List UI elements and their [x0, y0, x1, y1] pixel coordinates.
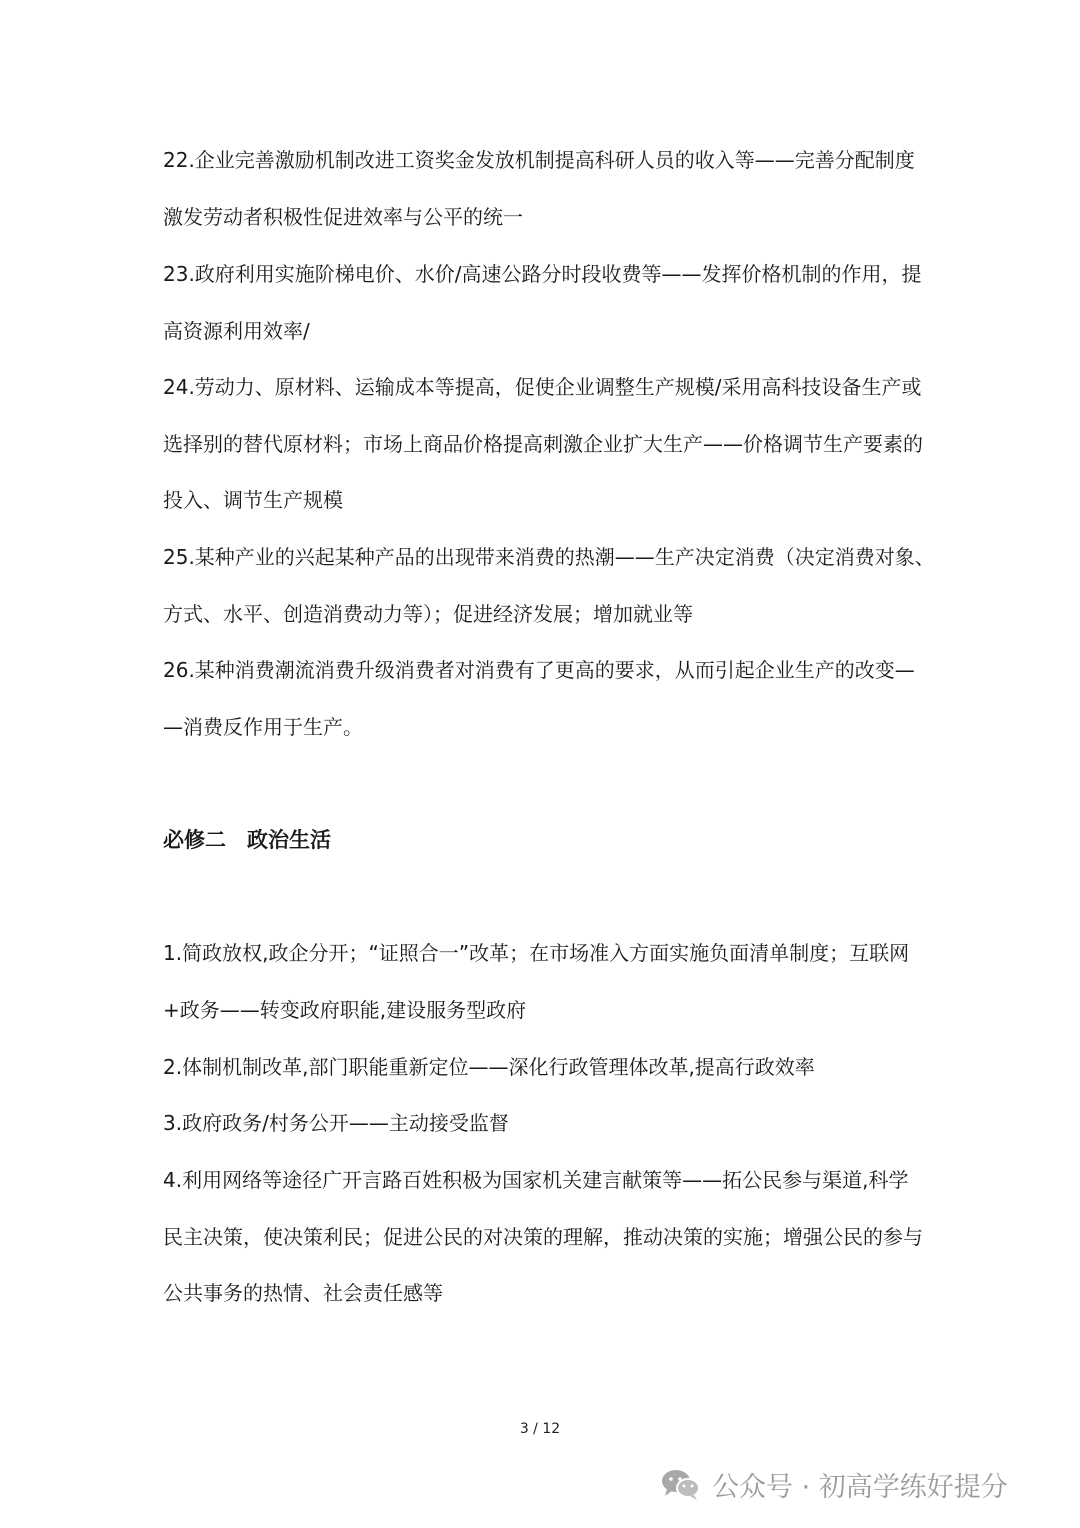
politics-item-1-line-1: 1.简政放权,政企分开；“证照合一”改革；在市场准入方面实施负面清单制度；互联网: [163, 941, 910, 965]
watermark-text: 公众号 · 初高学练好提分: [712, 1471, 1008, 1503]
politics-item-4-line-3: 公共事务的热情、社会责任感等: [163, 1281, 443, 1305]
item-26-line-1: 26.某种消费潮流消费升级消费者对消费有了更高的要求，从而引起企业生产的改变—: [163, 658, 915, 682]
wechat-icon: [660, 1467, 702, 1501]
item-26-line-2: —消费反作用于生产。: [163, 715, 363, 739]
item-25-line-1: 25.某种产业的兴起某种产品的出现带来消费的热潮——生产决定消费（决定消费对象、: [163, 545, 935, 569]
politics-item-2-line-1: 2.体制机制改革,部门职能重新定位——深化行政管理体改革,提高行政效率: [163, 1055, 815, 1079]
item-25-line-2: 方式、水平、创造消费动力等）；促进经济发展；增加就业等: [163, 602, 693, 626]
item-23-line-1: 23.政府利用实施阶梯电价、水价/高速公路分时段收费等——发挥价格机制的作用，提: [163, 262, 922, 286]
politics-item-3-line-1: 3.政府政务/村务公开——主动接受监督: [163, 1111, 509, 1135]
section-heading-politics: 必修二 政治生活: [163, 828, 331, 852]
politics-item-4-line-2: 民主决策，使决策利民；促进公民的对决策的理解，推动决策的实施；增强公民的参与: [163, 1225, 923, 1249]
item-23-line-2: 高资源利用效率/: [163, 319, 310, 343]
item-22-line-1: 22.企业完善激励机制改进工资奖金发放机制提高科研人员的收入等——完善分配制度: [163, 148, 915, 172]
watermark: [660, 1464, 1008, 1504]
page-number: 3 / 12: [519, 1421, 561, 1437]
item-24-line-3: 投入、调节生产规模: [163, 488, 343, 512]
item-24-line-2: 选择别的替代原材料；市场上商品价格提高刺激企业扩大生产——价格调节生产要素的: [163, 432, 923, 456]
item-24-line-1: 24.劳动力、原材料、运输成本等提高，促使企业调整生产规模/采用高科技设备生产或: [163, 375, 922, 399]
politics-item-4-line-1: 4.利用网络等途径广开言路百姓积极为国家机关建言献策等——拓公民参与渠道,科学: [163, 1168, 909, 1192]
politics-item-1-line-2: +政务——转变政府职能,建设服务型政府: [163, 998, 527, 1022]
item-22-line-2: 激发劳动者积极性促进效率与公平的统一: [163, 205, 523, 229]
